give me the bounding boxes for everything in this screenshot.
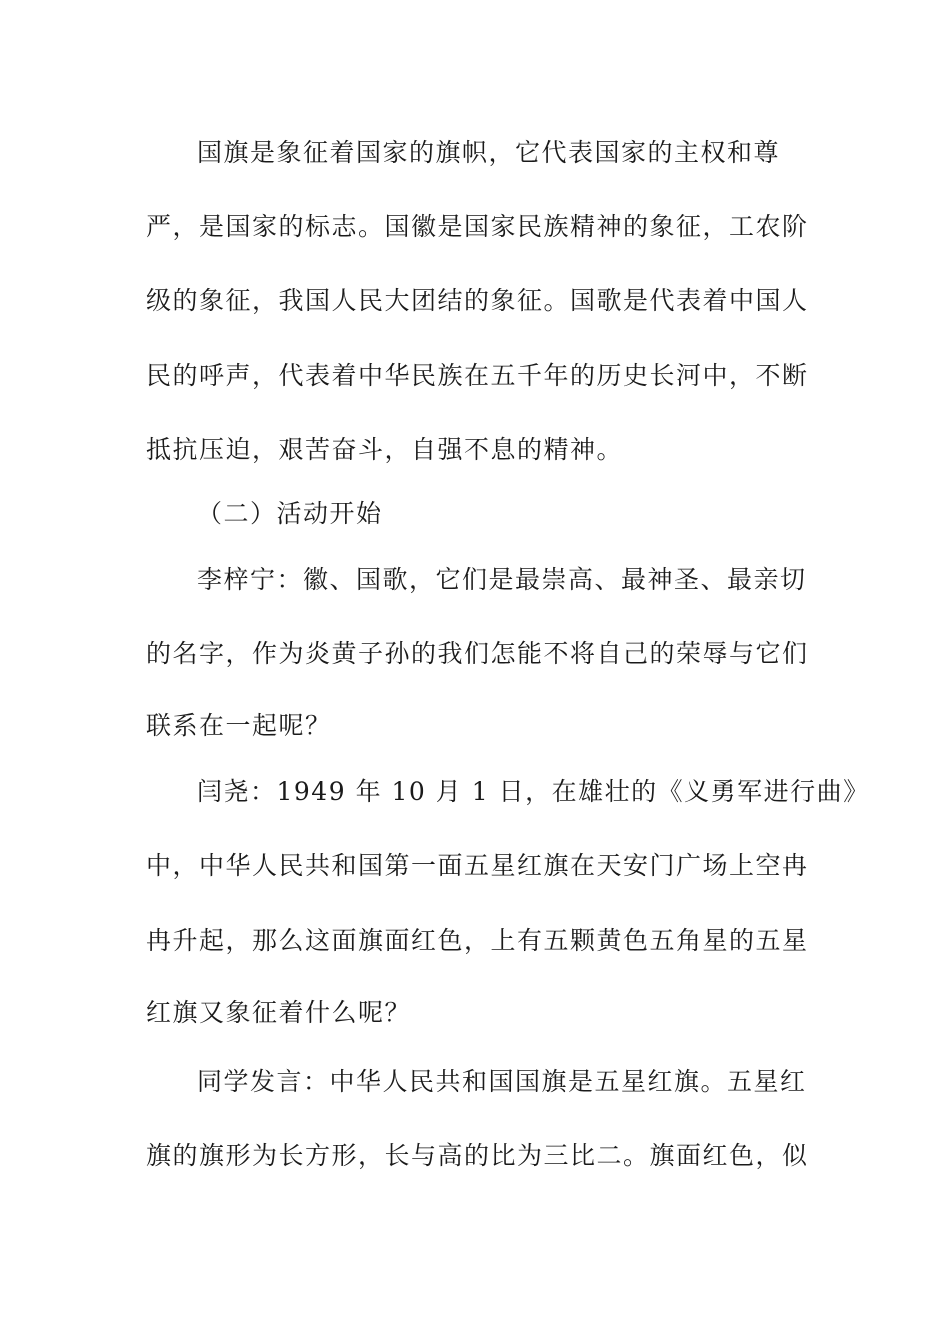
paragraph-1-line-2: 严，是国家的标志。国徽是国家民族精神的象征，工农阶	[146, 212, 809, 241]
paragraph-3-line-3: 冉升起，那么这面旗面红色，上有五颗黄色五角星的五星	[146, 926, 809, 955]
paragraph-1-line-3: 级的象征，我国人民大团结的象征。国歌是代表着中国人	[146, 286, 809, 315]
paragraph-2-line-3: 联系在一起呢？	[146, 711, 332, 740]
paragraph-3-line-2: 中，中华人民共和国第一面五星红旗在天安门广场上空冉	[146, 851, 809, 880]
paragraph-1-line-4: 民的呼声，代表着中华民族在五千年的历史长河中，不断	[146, 361, 809, 390]
paragraph-4-line-2: 旗的旗形为长方形，长与高的比为三比二。旗面红色，似	[146, 1141, 809, 1170]
paragraph-1-line-5: 抵抗压迫，艰苦奋斗，自强不息的精神。	[146, 435, 624, 464]
paragraph-1-line-1: 国旗是象征着国家的旗帜，它代表国家的主权和尊	[197, 138, 781, 167]
paragraph-2-line-2: 的名字，作为炎黄子孙的我们怎能不将自己的荣辱与它们	[146, 639, 809, 668]
paragraph-4-line-1: 同学发言：中华人民共和国国旗是五星红旗。五星红	[197, 1067, 807, 1096]
paragraph-2-line-1: 李梓宁：徽、国歌，它们是最崇高、最神圣、最亲切	[197, 565, 807, 594]
paragraph-3-line-4: 红旗又象征着什么呢？	[146, 998, 412, 1027]
section-heading: （二）活动开始	[197, 499, 383, 528]
paragraph-3-line-1: 闫尧：1949 年 10 月 1 日，在雄壮的《义勇军进行曲》	[197, 777, 870, 806]
